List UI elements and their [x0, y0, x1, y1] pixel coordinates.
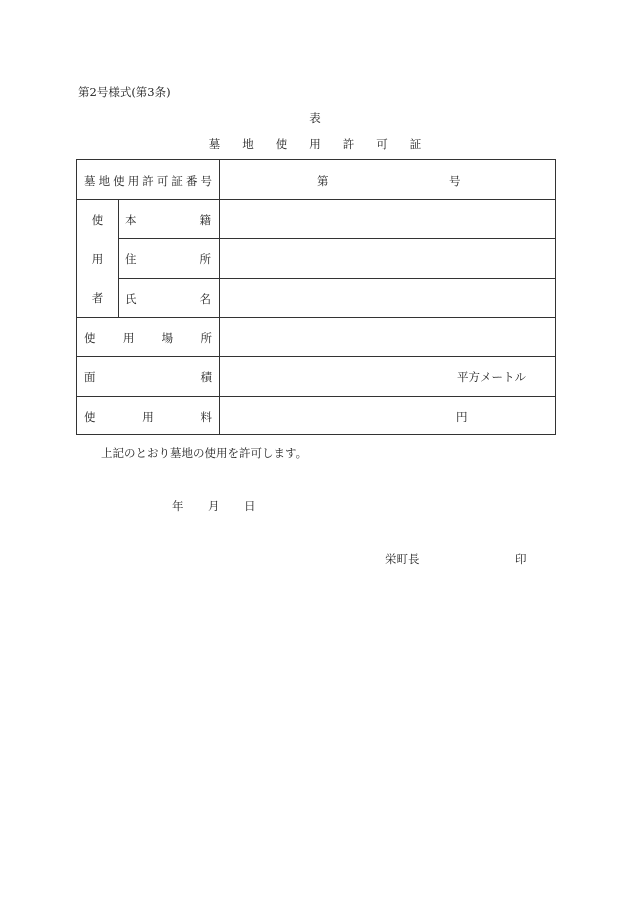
label-char: 用 [122, 331, 135, 345]
row-divider [77, 317, 555, 318]
permission-statement: 上記のとおり墓地の使用を許可します。 [101, 446, 308, 460]
label-char: 者 [91, 291, 104, 306]
label-char: 本 [125, 213, 137, 227]
name-label [125, 291, 211, 307]
fee-unit: 円 [456, 410, 468, 424]
label-char: 号 [200, 174, 212, 188]
user-group-label [77, 200, 118, 318]
label-char: 証 [171, 174, 183, 188]
label-char: 使 [113, 174, 125, 188]
permit-table [76, 159, 556, 435]
label-char: 使 [91, 212, 104, 227]
area-label [84, 369, 212, 385]
label-char: 名 [199, 292, 211, 306]
label-char: 使 [84, 410, 96, 424]
permit-number-suffix: 号 [449, 174, 461, 188]
seal-mark: 印 [515, 552, 527, 566]
form-number-label: 第2号様式(第3条) [78, 85, 171, 99]
front-side-label: 表 [309, 111, 321, 125]
label-char: 所 [199, 252, 211, 266]
label-char: 許 [142, 174, 154, 188]
date-year: 年 [172, 499, 184, 513]
usage-fee-label [84, 409, 212, 425]
label-char: 場 [161, 331, 174, 345]
label-char: 住 [125, 252, 137, 266]
label-char: 使 [84, 331, 96, 345]
label-char: 用 [142, 410, 154, 424]
row-divider [77, 199, 555, 200]
date-day: 日 [244, 499, 256, 513]
label-char: 所 [200, 331, 212, 345]
label-char: 番 [185, 174, 198, 188]
column-divider [118, 200, 119, 318]
label-char: 墓 [84, 174, 96, 188]
issuer-title: 栄町長 [385, 552, 420, 566]
row-divider [118, 278, 555, 279]
label-char: 面 [84, 370, 96, 384]
date-month: 月 [208, 499, 220, 513]
label-char: 地 [98, 174, 111, 188]
area-unit: 平方メートル [457, 370, 526, 384]
row-divider [77, 356, 555, 357]
permit-number-prefix: 第 [317, 174, 329, 188]
column-divider [219, 160, 220, 434]
domicile-label [125, 212, 211, 228]
label-char: 料 [200, 410, 212, 424]
label-char: 可 [156, 174, 169, 188]
label-char: 用 [91, 251, 104, 266]
row-divider [77, 396, 555, 397]
permit-number-label [84, 173, 212, 189]
address-label [125, 251, 211, 267]
row-divider [118, 238, 555, 239]
document-title: 墓地使用許可証 [208, 137, 444, 151]
usage-location-label [84, 330, 212, 346]
label-char: 氏 [125, 292, 137, 306]
label-char: 用 [127, 174, 140, 188]
label-char: 籍 [199, 213, 211, 227]
label-char: 積 [200, 370, 212, 384]
